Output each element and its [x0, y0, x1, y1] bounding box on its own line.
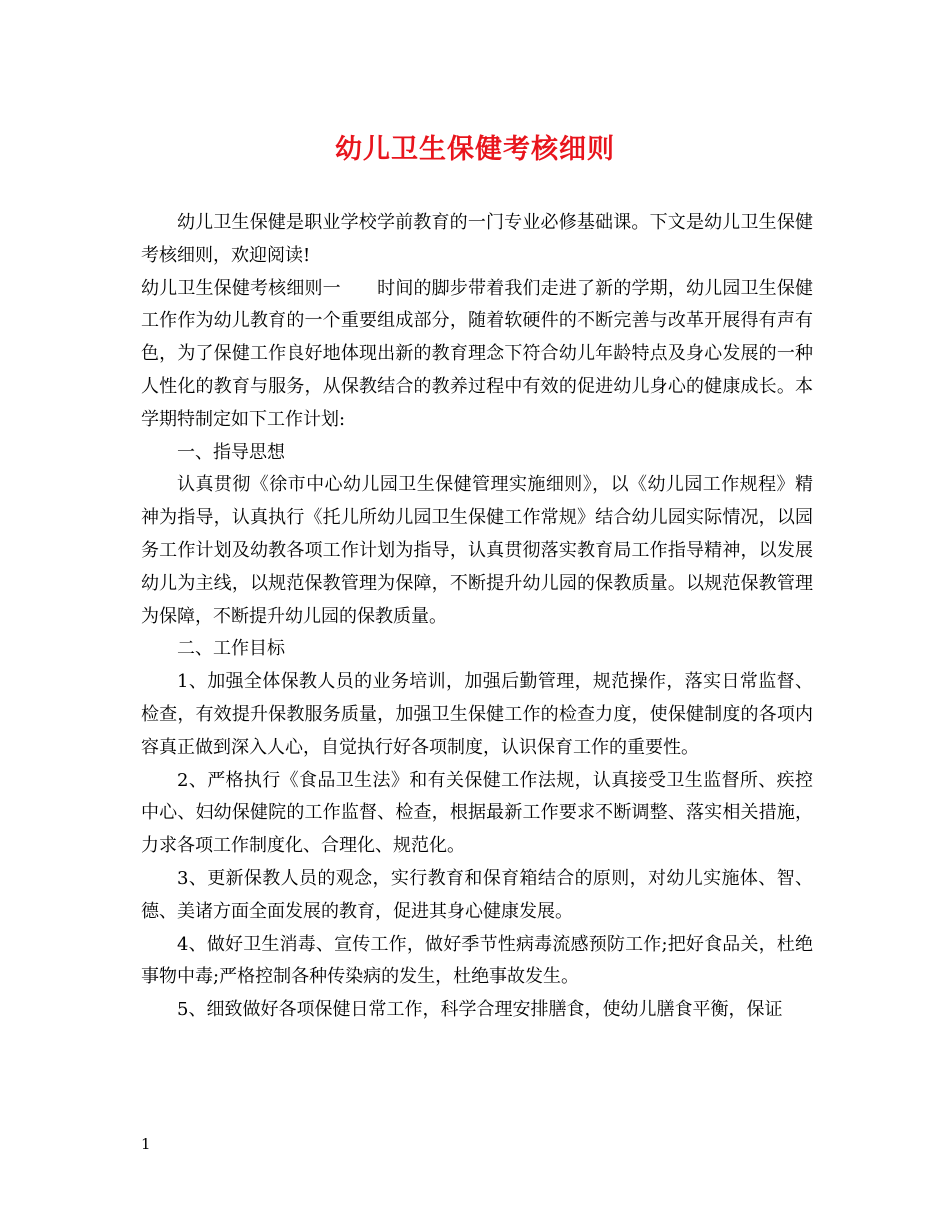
paragraph-goal-1: 1、加强全体保教人员的业务培训，加强后勤管理，规范操作，落实日常监督、检查，有效提升保教服务质量，加强卫生保健工作的检查力度，使保健制度的各项内容真正做到深入人心，自觉执行好各项制度，认识保育工作的重要性。 — [141, 671, 813, 758]
paragraph-overview: 幼儿卫生保健考核细则一 时间的脚步带着我们走进了新的学期，幼儿园卫生保健工作作为幼儿教育的一个重要组成部分，随着软硬件的不断完善与改革开展得有声有色，为了保健工作良好地体现出新的教育理念下符合幼儿年龄特点及身心发展的一种人性化的教育与服务，从保教结合的教养过程中有效的促进幼儿身心的健康成长。本学期特制定如下工作计划: — [141, 277, 813, 430]
page-number: 1 — [141, 1135, 151, 1153]
paragraph-goal-2: 2、严格执行《食品卫生法》和有关保健工作法规，认真接受卫生监督所、疾控中心、妇幼保健院的工作监督、检查，根据最新工作要求不断调整、落实相关措施，力求各项工作制度化、合理化、规范化。 — [141, 769, 813, 857]
paragraph-goal-5: 5、细致做好各项保健日常工作，科学合理安排膳食，使幼儿膳食平衡，保证 — [177, 999, 783, 1021]
document-title: 幼儿卫生保健考核细则 — [335, 134, 615, 165]
section-heading-work-goals: 二、工作目标 — [177, 638, 285, 660]
paragraph-guiding-ideology: 认真贯彻《徐市中心幼儿园卫生保健管理实施细则》，以《幼儿园工作规程》精神为指导，认真执行《托儿所幼儿园卫生保健工作常规》结合幼儿园实际情况，以园务工作计划及幼教各项工作计划为指导，认真贯彻落实教育局工作指导精神，以发展幼儿为主线，以规范保教管理为保障，不断提升幼儿园的保教质量。以规范保教管理为保障，不断提升幼儿园的保教质量。 — [141, 474, 813, 627]
paragraph-intro: 幼儿卫生保健是职业学校学前教育的一门专业必修基础课。下文是幼儿卫生保健考核细则，欢迎阅读! — [141, 212, 813, 266]
paragraph-goal-3: 3、更新保教人员的观念，实行教育和保育箱结合的原则，对幼儿实施体、智、德、美诸方面全面发展的教育，促进其身心健康发展。 — [141, 867, 813, 922]
section-heading-guiding-ideology: 一、指导思想 — [177, 441, 285, 463]
paragraph-goal-4: 4、做好卫生消毒、宣传工作，做好季节性病毒流感预防工作;把好食品关，杜绝事物中毒;严格控制各种传染病的发生，杜绝事故发生。 — [141, 933, 813, 988]
document-body — [141, 207, 813, 1027]
